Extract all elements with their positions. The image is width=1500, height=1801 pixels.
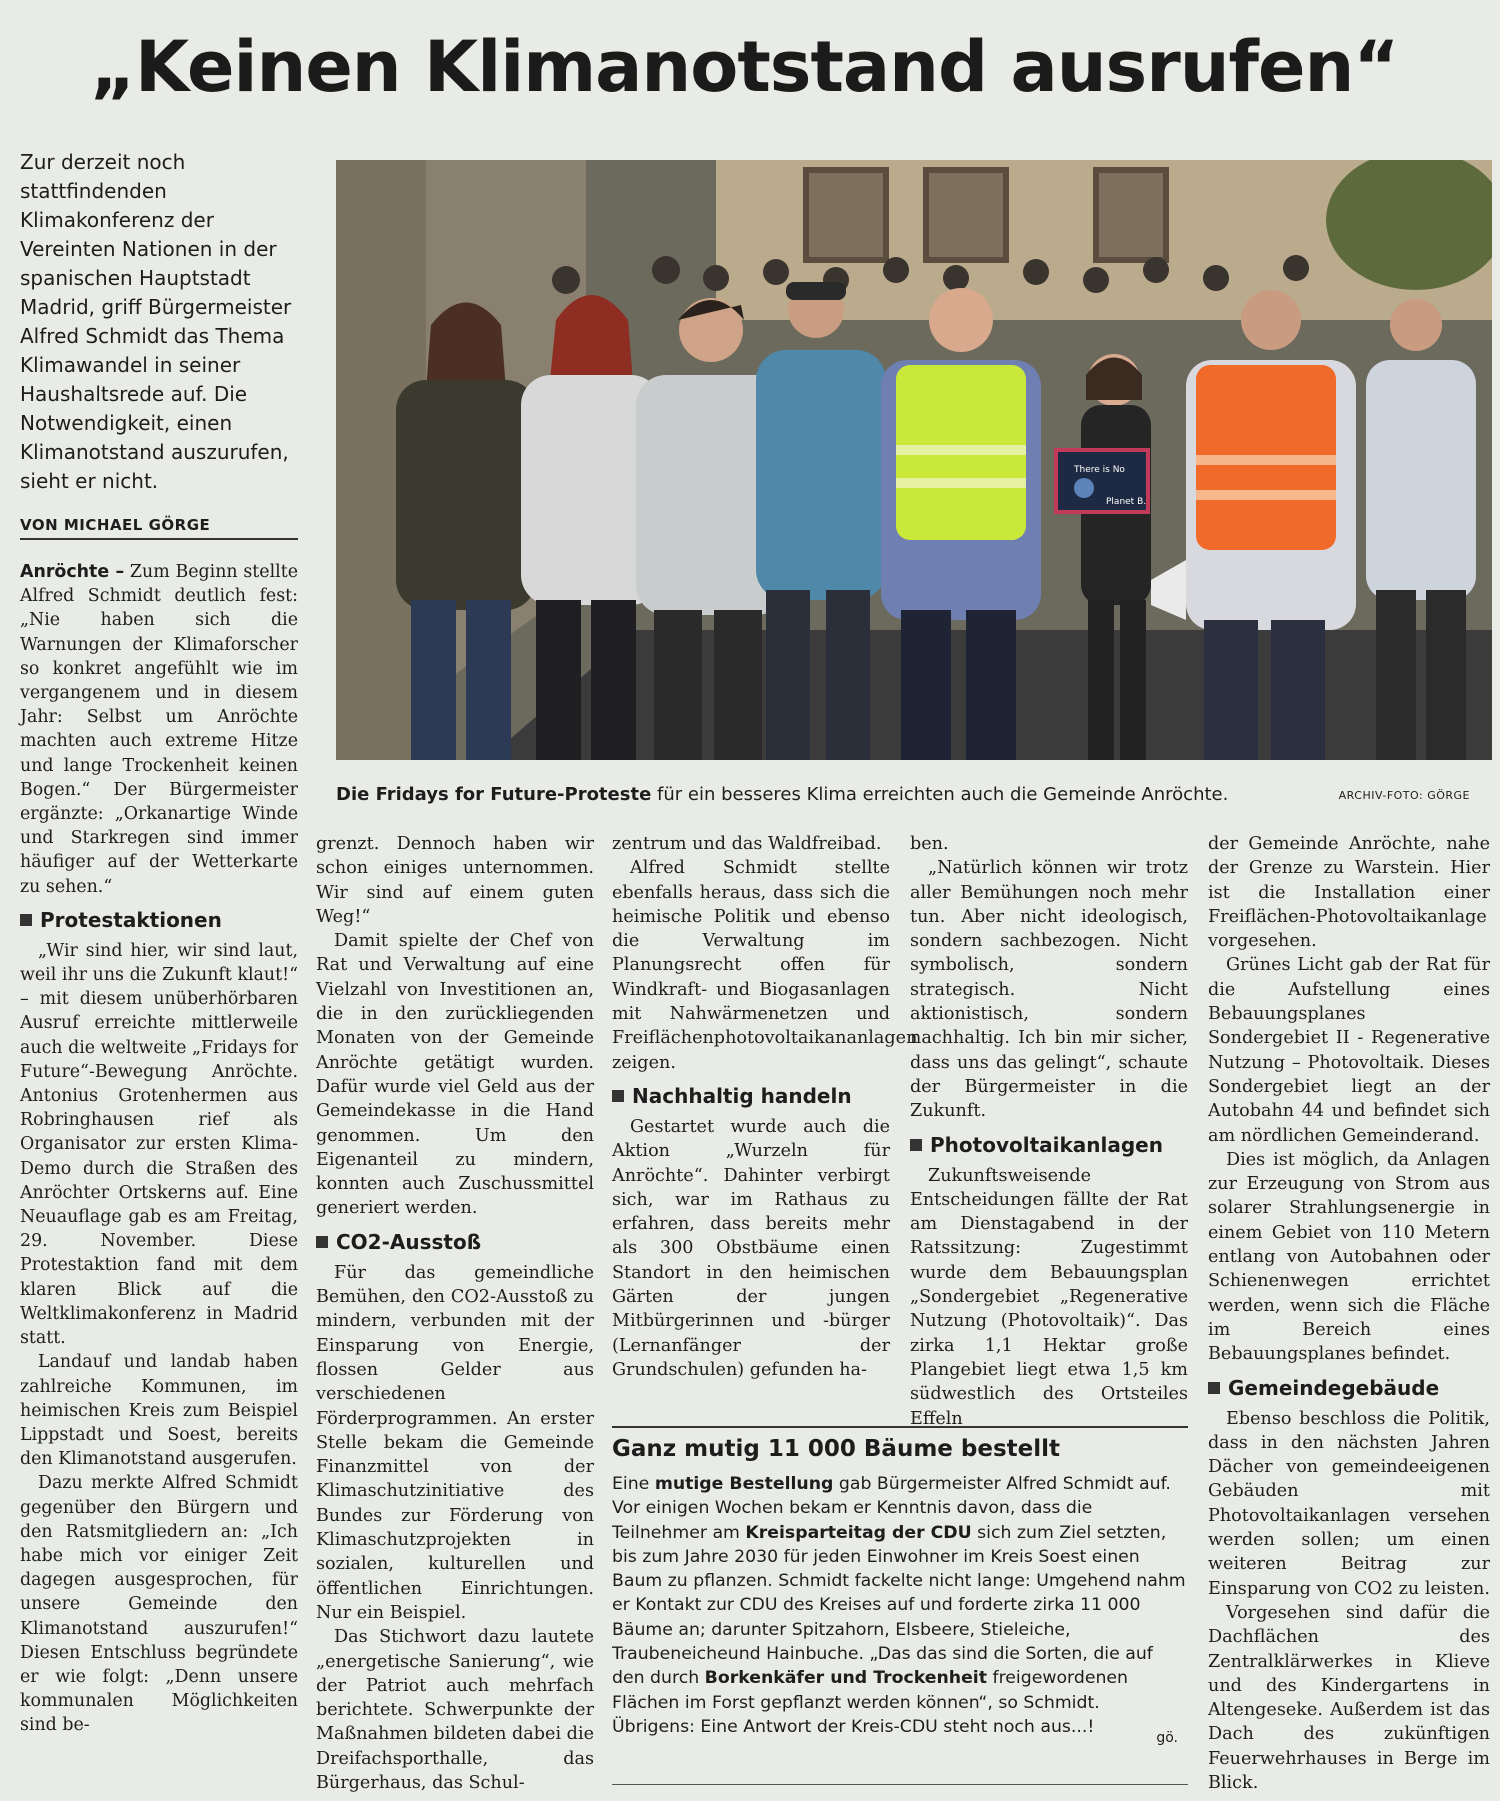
col1-paragraph-2: „Wir sind hier, wir sind laut, weil ihr uns die Zukunft klaut!“ – mit diesem unüberhörbaren Ausruf erreichte mittlerweile auch die weltweite „Fridays for Future“-Bewegung Anröchte. Antonius Grotenhermen aus Robringhausen rief als Organisator zur ersten Klima-Demo durch die Straßen des Anröchter Ortskerns auf. Eine Neuauflage gab es am Freitag, 29. November. Diese Protestaktion fand mit dem klaren Blick auf die Weltklimakonferenz in Madrid statt. (20, 940, 298, 1349)
byline: VON MICHAEL GÖRGE (20, 516, 298, 540)
col4-paragraph-1: ben. (910, 834, 949, 854)
article-column-1 (20, 560, 298, 1738)
col1-text-1: Zum Beginn stellte Alfred Schmidt deutlich fest: „Nie haben sich die Warnungen der Klimaforscher so konkret angefühlt wie im vergangenem und in diesem Jahr: Selbst um Anröchte machten auch extreme Hitze und lange Trockenheit keinen Bogen.“ Der Bürgermeister ergänzte: „Orkanartige Winde und Starkregen sind immer häufiger auf der Wetterkarte zu sehen.“ (20, 562, 298, 897)
subhead-gemeindegebaeude (1208, 1375, 1490, 1401)
info-text-4: freigewordenen Flächen im Forst gepflanzt werden können“, so Schmidt. Übrigens: Eine Antwort der Kreis-CDU steht noch aus...! (612, 1668, 1128, 1737)
photo-caption (336, 784, 1492, 805)
col3-paragraph-3: Gestartet wurde auch die Aktion „Wurzeln für Anröchte“. Dahinter verbirgt sich, war im Rathaus zu erfahren, dass bereits mehr als 300 Obstbäume einen Standort in den heimischen Gärten der jungen Mitbürgerinnen und -bürger (Lernanfänger der Grundschulen) gefunden ha- (612, 1116, 890, 1380)
col2-paragraph-2: Damit spielte der Chef von Rat und Verwaltung auf eine Vielzahl von Investitionen an, die in den zurückliegenden Monaten von der Gemeinde Anröchte getätigt wurden. Dafür wurde viel Geld aus der Gemeindekasse in die Hand genommen. Um den Eigenanteil zu mindern, konnten auch Zuschussmittel generiert werden. (316, 931, 594, 1219)
square-bullet-icon (910, 1139, 922, 1151)
square-bullet-icon (20, 914, 32, 926)
col4-paragraph-2: „Natürlich können wir trotz aller Bemühungen noch mehr tun. Aber nicht ideologisch, sondern sachbezogen. Nicht symbolisch, sondern strategisch. Nicht aktionistisch, sondern nachhaltig. Ich bin mir sicher, dass uns das gelingt“, schaute der Bürgermeister in die Zukunft. (910, 858, 1188, 1122)
info-bold-1: mutige Bestellung (654, 1474, 834, 1494)
info-box (612, 1426, 1188, 1788)
article-column-3 (612, 832, 918, 1382)
caption-bold: Die Fridays for Future-Proteste (336, 784, 652, 805)
info-text-3: sich zum Ziel setzten, bis zum Jahre 2030 für jeden Einwohner im Kreis Soest einen Baum zu pflanzen. Schmidt fackelte nicht lange: Umgehend nahm er Kontakt zur CDU des Kreises auf und forderte zirka 11 000 Bäume an; darunter Spitzahorn, Elsbeere, Stieleiche, Traubeneicheund Hainbuche. „Das das sind die Sorten, die auf den durch (612, 1522, 1186, 1689)
info-text-2: gab Bürgermeister Alfred Schmidt auf. Vor einigen Wochen bekam er Kenntnis davon, dass die Teilnehmer am (612, 1474, 1171, 1543)
col3-paragraph-2: Alfred Schmidt stellte ebenfalls heraus, dass sich die heimische Politik und ebenso die Verwaltung im Planungsrecht offen für Windkraft- und Biogasanlagen mit Nahwärmenetzen und Freiflächenphotovoltaikananlagen zeigen. (612, 858, 918, 1073)
lead-paragraph (20, 148, 310, 496)
col2-paragraph-1: grenzt. Dennoch haben wir schon einiges unternommen. Wir sind auf einem guten Weg!“ (316, 834, 594, 927)
info-box-title: Ganz mutig 11 000 Bäume bestellt (612, 1436, 1060, 1462)
article-column-5 (1208, 832, 1490, 1795)
protest-photo (336, 160, 1492, 760)
col3-paragraph-1: zentrum und das Waldfreibad. (612, 834, 882, 854)
article-column-4 (910, 832, 1188, 1431)
col2-paragraph-4: Das Stichwort dazu lautete „energetische Sanierung“, wie der Patriot auch mehrfach berichtete. Schwerpunkte der Maßnahmen bildeten dabei die Dreifachsporthalle, das Bürgerhaus, das Schul- (316, 1627, 594, 1793)
col5-paragraph-3: Dies ist möglich, da Anlagen zur Erzeugung von Strom aus solarer Strahlungsenergie in einem Gebiet von 110 Metern entlang von Autobahnen oder Schienenwegen errichtet werden, wenn sich die Fläche im Bereich eines Bebauungsplanes befindet. (1208, 1149, 1490, 1365)
bottom-rule (612, 1784, 1188, 1785)
protest-photo-illustration (336, 160, 1492, 760)
sign-text-line1: There is No (1074, 465, 1125, 475)
headline: „Keinen Klimanotstand ausrufen“ (90, 26, 1399, 108)
subhead-text: CO2-Ausstoß (336, 1229, 482, 1254)
info-bold-2: Kreisparteitag der CDU (745, 1522, 972, 1543)
author-initials: gö. (1156, 1730, 1178, 1746)
col1-paragraph-3: Landauf und landab haben zahlreiche Kommunen, im heimischen Kreis zum Beispiel Lippstadt und Soest, bereits den Klimanotstand ausgerufen. (20, 1352, 298, 1470)
square-bullet-icon (612, 1090, 624, 1102)
article-column-2 (316, 832, 594, 1795)
info-box-text (612, 1472, 1188, 1739)
col5-paragraph-4: Ebenso beschloss die Politik, dass in den nächsten Jahren Dächer von gemeindeeigenen Gebäuden mit Photovoltaikanlagen versehen werden sollen; um einen weiteren Beitrag zur Einsparung von CO2 zu leisten. (1208, 1408, 1490, 1599)
col1-paragraph-4: Dazu merkte Alfred Schmidt gegenüber den Bürgern und den Ratsmitgliedern an: „Ich habe mich vor einiger Zeit dagegen ausgesprochen, für unsere Gemeinde den Klimanotstand auszurufen!“ Diesen Entschluss begründete er wie folgt: „Denn unsere kommunalen Möglichkeiten sind be- (20, 1473, 298, 1736)
col5-paragraph-5: Vorgesehen sind dafür die Dachflächen des Zentralklärwerkes in Klieve und des Kindergartens in Altengeseke. Außerdem ist das Dach des zukünftigen Feuerwehrhauses in Berge im Blick. (1208, 1602, 1490, 1793)
caption-text: für ein besseres Klima erreichten auch die Gemeinde Anröchte. (651, 784, 1229, 805)
subhead-text: Gemeindegebäude (1228, 1375, 1440, 1400)
subhead-protestaktionen (20, 907, 298, 933)
sign-text-line2: Planet B. (1106, 497, 1147, 507)
col2-paragraph-3: Für das gemeindliche Bemühen, den CO2-Ausstoß zu mindern, verbunden mit der Einsparung von Energie, flossen Gelder aus verschiedenen Förderprogrammen. An erster Stelle bekam die Gemeinde Finanzmittel von der Klimaschutzinitiative des Bundes zur Förderung von Klimaschutzprojekten in sozialen, kulturellen und öffentlichen Einrichtungen. Nur ein Beispiel. (316, 1262, 594, 1623)
subhead-text: Nachhaltig handeln (632, 1083, 852, 1108)
subhead-nachhaltig (612, 1083, 890, 1109)
dateline: Anröchte – (20, 562, 125, 582)
square-bullet-icon (1208, 1382, 1220, 1394)
col4-paragraph-3: Zukunftsweisende Entscheidungen fällte der Rat am Dienstagabend in der Ratssitzung: Zugestimmt wurde dem Bebauungsplan „Sondergebiet „Regenerative Nutzung (Photovoltaik)“. Das zirka 1,1 Hektar große Plangebiet liegt etwa 1,5 km südwestlich des Ortsteiles Effeln (910, 1165, 1188, 1429)
subhead-text: Protestaktionen (40, 907, 222, 932)
col5-paragraph-2: Grünes Licht gab der Rat für die Aufstellung eines Bebauungsplanes Sondergebiet II - Regenerative Nutzung – Photovoltaik. Dieses Sondergebiet liegt an der Autobahn 44 und befindet sich am nördlichen Gemeinderand. (1208, 955, 1490, 1146)
photo-credit: ARCHIV-FOTO: GÖRGE (1338, 789, 1470, 802)
subhead-co2 (316, 1229, 594, 1255)
subhead-photovoltaik (910, 1132, 1188, 1158)
lead-text: Zur derzeit noch stattfindenden Klimakonferenz der Vereinten Nationen in der spanischen Hauptstadt Madrid, griff Bürgermeister Alfred Schmidt das Thema Klimawandel in seiner Haushaltsrede auf. Die Notwendigkeit, einen Klimanotstand auszurufen, sieht er nicht. (20, 150, 292, 493)
col5-paragraph-1: der Gemeinde Anröchte, nahe der Grenze zu Warstein. Hier ist die Installation einer Freiflächen-Photovoltaikanlage vorgesehen. (1208, 834, 1490, 952)
subhead-text: Photovoltaikanlagen (930, 1132, 1163, 1157)
square-bullet-icon (316, 1236, 328, 1248)
info-bold-3: Borkenkäfer und Trockenheit (704, 1668, 987, 1689)
col1-paragraph-1 (20, 560, 298, 899)
info-text-1: Eine (612, 1474, 655, 1494)
